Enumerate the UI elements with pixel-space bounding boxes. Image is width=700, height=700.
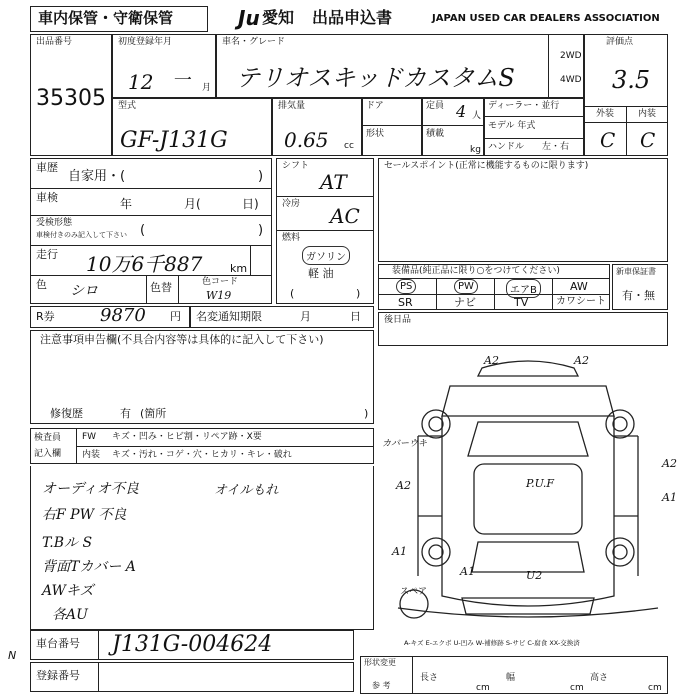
warranty-options: 有・無	[622, 289, 655, 302]
diag-a1-right: A1	[662, 491, 677, 504]
model-name: テリオスキッドカスタムS	[236, 64, 515, 92]
length-label: 長さ	[420, 673, 439, 683]
diag-u2-rear: U2	[526, 569, 543, 582]
sales-point-box	[378, 158, 668, 262]
fuel-paren: (	[290, 287, 295, 300]
usage-value: 自家用・(	[68, 169, 126, 184]
note-6: 各AU	[52, 607, 88, 623]
recycle-value: 9870	[100, 305, 146, 326]
fuel-gasoline: ガソリン	[302, 246, 350, 265]
note-4: 背面Tカバー A	[42, 559, 136, 575]
capacity-unit: 人	[472, 111, 482, 121]
diag-a2-right: A2	[662, 457, 677, 470]
diag-spare-label: スペア	[400, 587, 428, 597]
receipt-label: 受検形態	[36, 218, 73, 228]
length-unit: cm	[476, 683, 490, 693]
after-label: 後日品	[384, 315, 412, 325]
mileage-label: 走行	[36, 248, 58, 261]
tax-label: 名変通知期限	[196, 310, 262, 323]
shift-label: シフト	[282, 161, 310, 171]
color-code-label: 色コード	[202, 277, 239, 287]
repair-value: 有	[120, 407, 131, 420]
repair-paren: (箇所	[140, 407, 167, 420]
equip-aw: AW	[570, 280, 588, 293]
dim-reference-label: 参 考	[372, 681, 391, 690]
model-name-label: 車名・グレード	[222, 37, 286, 47]
equip-tv: TV	[514, 296, 529, 309]
inspection-year: 年	[120, 197, 133, 211]
dim-change-label: 形状変更	[364, 658, 396, 667]
capacity: 4	[456, 102, 467, 121]
model-code-label: 型式	[118, 101, 137, 111]
diag-a1-rear: A1	[460, 565, 475, 578]
reg-label: 登録番号	[36, 669, 80, 682]
ac-label: 冷房	[282, 199, 301, 209]
doors-label: ドア	[366, 101, 384, 111]
interior-row-label: 内装	[82, 450, 101, 460]
org-english: JAPAN USED CAR DEALERS ASSOCIATION	[432, 13, 660, 24]
sales-point-label: セールスポイント(正常に機能するものに限ります)	[384, 161, 589, 171]
repair-label: 修復歴	[50, 407, 83, 420]
form-title: 出品申込書	[312, 8, 393, 27]
handle-options: 左・右	[542, 142, 570, 152]
fuel-diesel: 軽 油	[308, 267, 334, 280]
equipment-label: 装備品(純正品に限り○をつけてください)	[392, 266, 560, 276]
inspection-label: 車検	[36, 191, 58, 204]
after-box	[378, 312, 668, 346]
drive-4wd: 4WD	[560, 75, 582, 85]
shift-value: AT	[320, 170, 347, 194]
mileage-unit: km	[230, 262, 248, 275]
fuel-close: )	[356, 287, 361, 300]
ju-logo: Ju	[238, 6, 260, 30]
grade-value: 3.5	[612, 66, 651, 94]
tax-month: 月	[300, 310, 311, 323]
receipt-close: )	[258, 223, 264, 238]
lot-number-label: 出品番号	[36, 37, 73, 47]
interior-label: 内装	[638, 109, 657, 119]
repair-close: )	[364, 407, 369, 420]
equip-airbag: エアB	[506, 279, 541, 298]
load-label: 積載	[426, 129, 445, 139]
displacement-unit: cc	[344, 141, 354, 151]
oil-note: オイルもれ	[214, 483, 279, 498]
lot-number: 35305	[36, 86, 106, 111]
model-year-label: モデル 年式	[488, 121, 536, 131]
exterior-grade: C	[600, 128, 616, 152]
interior-grade: C	[640, 128, 656, 152]
diagram-legend: A-キズ E-エクボ U-凹み W-補修跡 S-サビ C-腐食 XX-交換済	[404, 639, 580, 647]
fuel-label: 燃料	[282, 233, 301, 243]
equip-sr: SR	[398, 296, 413, 309]
equip-ps: PS	[396, 279, 416, 294]
capacity-label: 定員	[426, 101, 445, 111]
color-code: W19	[206, 289, 232, 302]
drive-2wd: 2WD	[560, 51, 582, 61]
storage-label: 車内保管・守衛保管	[38, 9, 174, 27]
diag-a1-left: A1	[392, 545, 407, 558]
inspector-label: 検査員	[34, 433, 62, 443]
car-damage-diagram	[378, 346, 674, 656]
receipt-note: 車検付きのみ記入して下さい	[36, 231, 127, 239]
entry-label: 記入欄	[34, 449, 62, 459]
first-reg-label: 初度登録年月	[118, 37, 173, 47]
load-unit: kg	[470, 145, 481, 155]
displacement: 0.65	[284, 128, 329, 152]
diag-a2-top-right: A2	[574, 354, 589, 367]
equip-pw: PW	[454, 279, 478, 294]
month-unit: 月	[202, 83, 212, 93]
height-label: 高さ	[590, 673, 609, 683]
recycle-label: R券	[36, 310, 55, 323]
usage-close: )	[258, 169, 264, 184]
fw-label: FW	[82, 432, 97, 442]
usage-label: 車歴	[36, 161, 58, 174]
displacement-label: 排気量	[278, 101, 306, 111]
model-code: GF-J131G	[120, 128, 228, 153]
attention-label: 注意事項申告欄(不具合内容等は具体的に記入して下さい)	[40, 333, 324, 346]
mileage-value: 10万6千887	[86, 252, 203, 276]
inspection-day: 日)	[242, 197, 259, 211]
tax-day: 日	[350, 310, 361, 323]
recycle-unit: 円	[170, 310, 181, 323]
interior-items: キズ・汚れ・コゲ・穴・ヒカリ・キレ・破れ	[112, 450, 292, 460]
note-2: 右F PW 不良	[42, 507, 127, 523]
inspection-month: 月(	[184, 197, 201, 211]
dealer-label: ディーラー・並行	[488, 101, 560, 111]
equip-leather: カワシート	[556, 296, 606, 307]
ac-value: AC	[330, 204, 360, 228]
first-reg-month: 一	[172, 70, 190, 91]
side-mark: N	[8, 649, 17, 662]
height-unit: cm	[648, 683, 662, 693]
note-3: T.Bル S	[42, 535, 93, 551]
shape-label: 形状	[366, 129, 385, 139]
diag-roof: P.U.F	[526, 477, 555, 490]
first-reg-year: 12	[128, 70, 154, 94]
color-value: シロ	[70, 283, 98, 299]
width-label: 幅	[506, 673, 516, 683]
fw-items: キズ・凹み・ヒビ割・リペア跡・X要	[112, 432, 262, 442]
color-change-label: 色替	[150, 281, 172, 294]
grade-label: 評価点	[606, 37, 634, 47]
exterior-label: 外装	[596, 109, 615, 119]
color-label: 色	[36, 278, 47, 291]
diag-a2-top-left: A2	[484, 354, 499, 367]
warranty-label: 新車保証書	[616, 267, 656, 276]
diag-cover-scratch: カバーウキ	[382, 439, 428, 449]
chassis-label: 車台番号	[36, 637, 80, 650]
note-1: オーディオ不良	[42, 481, 139, 497]
org-name: 愛知	[262, 8, 295, 27]
chassis-value: J131G-004624	[112, 632, 273, 657]
equip-navi: ナビ	[454, 296, 476, 309]
receipt-paren: (	[140, 223, 146, 238]
diag-a2-left: A2	[396, 479, 411, 492]
width-unit: cm	[570, 683, 584, 693]
handle-label: ハンドル	[488, 142, 525, 152]
note-5: AWキズ	[42, 583, 94, 599]
